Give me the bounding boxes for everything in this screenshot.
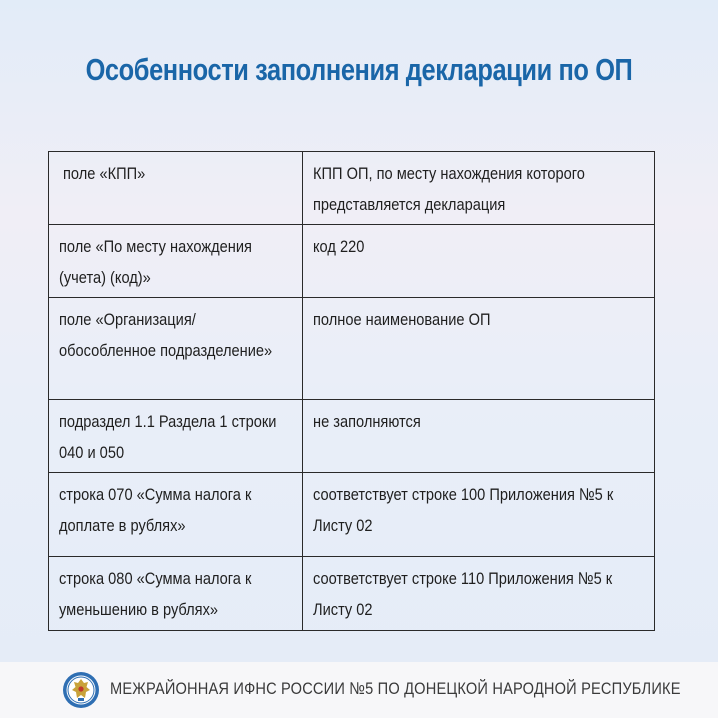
table-row bbox=[49, 152, 655, 225]
value-cell: соответствует строке 100 Приложения №5 к Листу 02 bbox=[303, 473, 655, 557]
value-cell: КПП ОП, по месту нахождения которого представляется декларация bbox=[303, 152, 655, 225]
table-row bbox=[49, 400, 655, 473]
table-row bbox=[49, 225, 655, 298]
declaration-table bbox=[48, 151, 655, 631]
footer bbox=[0, 662, 718, 718]
value-cell: код 220 bbox=[303, 225, 655, 298]
field-cell: подраздел 1.1 Раздела 1 строки 040 и 050 bbox=[49, 400, 303, 473]
field-cell: поле «КПП» bbox=[49, 152, 303, 225]
field-cell: строка 070 «Сумма налога к доплате в рублях» bbox=[49, 473, 303, 557]
page-title: Особенности заполнения декларации по ОП bbox=[85, 52, 633, 87]
table-row bbox=[49, 473, 655, 557]
table-row bbox=[49, 557, 655, 631]
value-cell: полное наименование ОП bbox=[303, 298, 655, 400]
table-row bbox=[49, 298, 655, 400]
field-cell: поле «Организация/ обособленное подразделение» bbox=[49, 298, 303, 400]
field-cell: строка 080 «Сумма налога к уменьшению в рублях» bbox=[49, 557, 303, 631]
fns-emblem-icon bbox=[62, 671, 100, 709]
field-cell: поле «По месту нахождения (учета) (код)» bbox=[49, 225, 303, 298]
footer-text: МЕЖРАЙОННАЯ ИФНС РОССИИ №5 ПО ДОНЕЦКОЙ НАРОДНОЙ РЕСПУБЛИКЕ bbox=[110, 679, 681, 698]
value-cell: не заполняются bbox=[303, 400, 655, 473]
value-cell: соответствует строке 110 Приложения №5 к Листу 02 bbox=[303, 557, 655, 631]
